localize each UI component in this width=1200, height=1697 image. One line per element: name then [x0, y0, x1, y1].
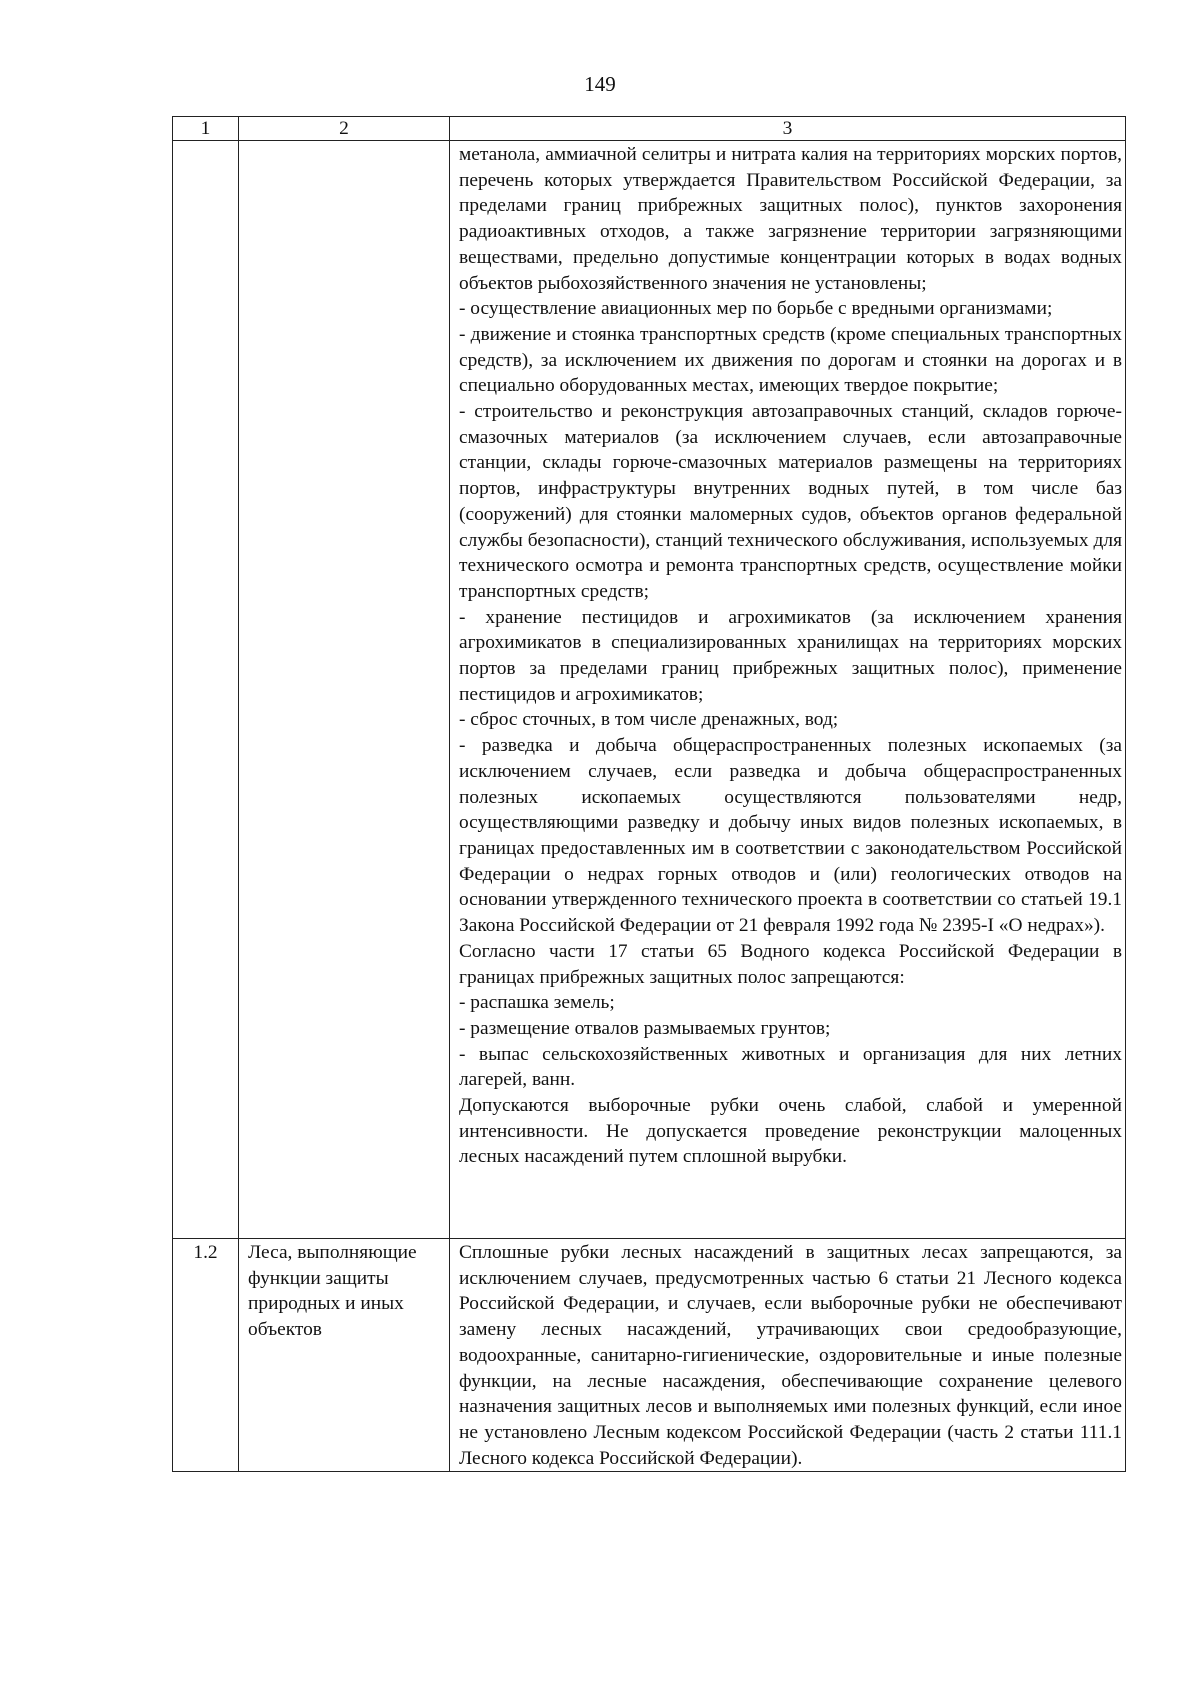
- header-col-1: 1: [173, 117, 239, 141]
- paragraph: Допускаются выборочные рубки очень слабой, слабой и умеренной интенсивности. Не допускается проведение реконструкции малоценных лесных насаждений путем сплошной вырубки.: [459, 1095, 1122, 1168]
- paragraph: - размещение отвалов размываемых грунтов;: [459, 1017, 831, 1039]
- paragraph: - распашка земель;: [459, 992, 615, 1014]
- paragraph: - движение и стоянка транспортных средств (кроме специальных транспортных средств), за исключением их движения по дорогам и стоянки на дорогах и в специально оборудованных местах, имеющих твердое покрытие;: [459, 323, 1122, 397]
- row-number-cell: [173, 141, 239, 1239]
- header-col-2: 2: [239, 117, 450, 141]
- paragraph: метанола, аммиачной селитры и нитрата калия на территориях морских портов, перечень которых утверждается Правительством Российской Федерации, за пределами границ прибрежных защитных полос), пунктов захоронения радиоактивных отходов, а также загрязнение территории загрязняющими веществами, предельно допустимые концентрации которых в водах водных объектов рыбохозяйственного значения не установлены;: [459, 144, 1122, 294]
- paragraph: - выпас сельскохозяйственных животных и организация для них летних лагерей, ванн.: [459, 1043, 1122, 1091]
- paragraph: Согласно части 17 статьи 65 Водного кодекса Российской Федерации в границах прибрежных защитных полос запрещаются:: [459, 940, 1122, 988]
- table-header-row: [173, 117, 1126, 141]
- row-number-cell: [173, 1239, 239, 1472]
- row-name-cell: [239, 1239, 450, 1472]
- row-number: 1.2: [193, 1242, 218, 1263]
- regulation-table: [172, 116, 1126, 1472]
- row-name: [239, 141, 449, 142]
- paragraph: - строительство и реконструкция автозаправочных станций, складов горюче-смазочных материалов (за исключением случаев, если автозаправочные станции, склады горюче-смазочных материалов размещены на территориях портов, инфраструктуры внутренних водных путей, в том числе баз (сооружений) для стоянки маломерных судов, объектов органов федеральной службы безопасности), станций технического обслуживания, используемых для технического осмотра и ремонта транспортных средств, осуществление мойки транспортных средств;: [459, 401, 1122, 602]
- row-number: [173, 141, 238, 142]
- paragraph: - хранение пестицидов и агрохимикатов (за исключением хранения агрохимикатов в специализированных хранилищах на территориях морских портов за пределами границ прибрежных защитных полос), применение пестицидов и агрохимикатов;: [459, 606, 1122, 705]
- row-description-cell: [450, 141, 1126, 1239]
- paragraph: - разведка и добыча общераспространенных полезных ископаемых (за исключением случаев, если разведка и добыча общераспространенных полезных ископаемых осуществляются пользователями недр, осуществляющими разведку и добычу иных видов полезных ископаемых, в границах предоставленных им в соответствии с законодательством Российской Федерации о недрах горных отводов и (или) геологических отводов на основании утвержденного технического проекта в соответствии со статьей 19.1 Закона Российской Федерации от 21 февраля 1992 года № 2395-I «О недрах»).: [459, 735, 1122, 937]
- row-name-cell: [239, 141, 450, 1239]
- paragraph: - сброс сточных, в том числе дренажных, вод;: [459, 709, 839, 731]
- row-name: Леса, выполняющие функции защиты природных и иных объектов: [248, 1242, 417, 1341]
- page-number: 149: [584, 72, 616, 96]
- paragraph: Сплошные рубки лесных насаждений в защитных лесах запрещаются, за исключением случаев, предусмотренных частью 6 статьи 21 Лесного кодекса Российской Федерации, и случаев, если выборочные рубки не обеспечивают замену лесных насаждений, утрачивающих свои средообразующие, водоохранные, санитарно-гигиенические, оздоровительные и иные полезные функции, на лесные насаждения, обеспечивающие сохранение целевого назначения защитных лесов и выполняемых ими полезных функций, если иное не установлено Лесным кодексом Российской Федерации (часть 2 статьи 111.1 Лесного кодекса Российской Федерации).: [459, 1242, 1122, 1469]
- row-description-cell: [450, 1239, 1126, 1472]
- header-col-3: 3: [450, 117, 1126, 141]
- table-row: [173, 1239, 1126, 1472]
- table-row: [173, 141, 1126, 1239]
- paragraph: - осуществление авиационных мер по борьбе с вредными организмами;: [459, 298, 1053, 320]
